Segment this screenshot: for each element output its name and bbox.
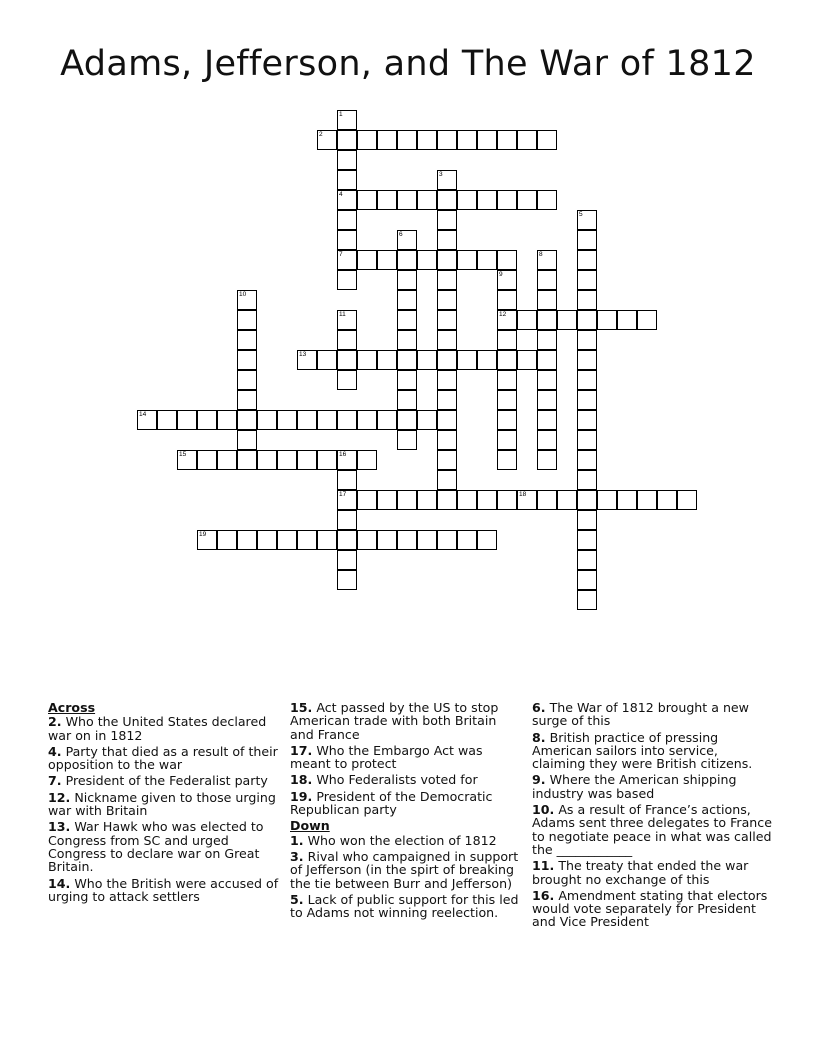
grid-cell[interactable] [577,270,597,290]
grid-cell[interactable] [377,350,397,370]
grid-cell[interactable] [237,430,257,450]
clue [48,791,280,818]
grid-cell[interactable] [417,530,437,550]
clue-text: Party that died as a result of their opposition to the war [48,743,278,773]
grid-cell[interactable] [437,230,457,250]
grid-cell[interactable] [437,190,457,210]
clue-text: Who the British were accused of urging to attack settlers [48,875,279,904]
grid-cell[interactable] [437,250,457,270]
grid-cell[interactable] [417,250,437,270]
clue [532,773,772,800]
grid-cell[interactable] [557,310,577,330]
grid-cell[interactable] [497,450,517,470]
grid-cell[interactable] [437,350,457,370]
grid-cell[interactable] [337,530,357,550]
clue [532,859,772,886]
grid-cell[interactable] [577,410,597,430]
grid-cell[interactable] [397,130,417,150]
grid-cell[interactable] [297,410,317,430]
clue-text: Rival who campaigned in support of Jefferson (in the spirt of breaking the tie between Burr and Jefferson) [290,848,519,891]
clue [290,850,522,890]
clue-number: 14. [48,875,71,891]
grid-cell[interactable] [577,310,597,330]
clue [48,820,280,873]
cell-number: 4 [339,191,343,198]
down-header: Down [290,818,330,834]
grid-cell[interactable] [517,190,537,210]
grid-cell[interactable] [517,310,537,330]
grid-cell[interactable] [377,130,397,150]
cell-number: 19 [199,531,207,538]
clue-number: 16. [532,887,555,903]
clue-number: 5. [290,891,304,907]
clue-number: 13. [48,819,71,835]
clue-number: 6. [532,700,546,715]
grid-cell[interactable] [537,390,557,410]
grid-cell[interactable] [337,550,357,570]
grid-cell[interactable] [497,350,517,370]
cell-number: 9 [499,271,503,278]
grid-cell[interactable] [557,490,577,510]
grid-cell[interactable] [237,410,257,430]
clue-text: President of the Democratic Republican party [290,788,493,818]
clue-number: 18. [290,772,313,788]
grid-cell[interactable] [457,130,477,150]
clue-number: 1. [290,832,304,848]
grid-cell[interactable] [397,330,417,350]
clue-text: The treaty that ended the war brought no exchange of this [532,858,749,887]
grid-cell[interactable] [477,130,497,150]
grid-cell[interactable] [157,410,177,430]
grid-cell[interactable] [357,490,377,510]
grid-cell[interactable] [497,190,517,210]
grid-cell[interactable] [357,350,377,370]
grid-cell[interactable] [457,190,477,210]
grid-cell[interactable] [237,330,257,350]
grid-cell[interactable] [477,350,497,370]
grid-cell[interactable] [457,530,477,550]
grid-cell[interactable] [397,250,417,270]
grid-cell[interactable] [577,430,597,450]
grid-cell[interactable] [337,510,357,530]
grid-cell[interactable] [397,310,417,330]
clue-number: 7. [48,773,62,789]
grid-cell[interactable] [497,250,517,270]
grid-cell[interactable] [437,490,457,510]
grid-cell[interactable] [437,450,457,470]
clue-list-col2-down [290,834,522,920]
clue-number: 10. [532,802,555,818]
clue [290,790,522,817]
grid-cell[interactable] [437,310,457,330]
grid-cell[interactable] [417,130,437,150]
grid-cell[interactable] [397,390,417,410]
clue-text: Who the United States declared war on in 1812 [48,714,267,743]
grid-cell[interactable] [337,410,357,430]
grid-cell[interactable] [337,170,357,190]
grid-cell[interactable] [237,370,257,390]
cell-number: 14 [139,411,147,418]
grid-cell[interactable] [617,490,637,510]
grid-cell[interactable] [217,450,237,470]
grid-cell[interactable] [577,450,597,470]
page-title: Adams, Jefferson, and The War of 1812 [60,44,756,84]
grid-cell[interactable] [537,430,557,450]
grid-cell[interactable] [377,410,397,430]
grid-cell[interactable] [517,350,537,370]
grid-cell[interactable] [237,310,257,330]
grid-cell[interactable] [437,210,457,230]
grid-cell[interactable] [497,130,517,150]
clue-number: 19. [290,788,313,804]
clue-number: 9. [532,772,546,788]
grid-cell[interactable] [537,270,557,290]
grid-cell[interactable] [257,450,277,470]
cell-number: 6 [399,231,403,238]
clue-number: 12. [48,789,71,805]
grid-cell[interactable] [197,410,217,430]
grid-cell[interactable] [577,230,597,250]
clue-text: British practice of pressing American sailors into service, claiming they were British citizens. [532,729,753,772]
clues-column-3 [532,701,772,932]
grid-cell[interactable] [397,290,417,310]
clue-text: Who the Embargo Act was meant to protect [290,742,483,772]
grid-cell[interactable] [337,350,357,370]
clue-number: 2. [48,714,62,730]
grid-cell[interactable] [417,410,437,430]
grid-cell[interactable] [377,250,397,270]
grid-cell[interactable] [497,290,517,310]
grid-cell[interactable] [577,510,597,530]
grid-cell[interactable] [257,530,277,550]
clue-text: Act passed by the US to stop American trade with both Britain and France [290,700,499,742]
grid-cell[interactable] [377,190,397,210]
grid-cell[interactable] [677,490,697,510]
cell-number: 12 [499,311,507,318]
grid-cell[interactable] [637,490,657,510]
clue-text: As a result of France’s actions, Adams sent three delegates to France to negotiate peace in what was called the ____________ [532,802,772,857]
cell-number: 18 [519,491,527,498]
grid-cell[interactable] [337,330,357,350]
clue [532,701,772,728]
grid-cell[interactable] [577,330,597,350]
clue-text: President of the Federalist party [61,773,268,789]
grid-cell[interactable] [317,530,337,550]
cell-number: 10 [239,291,247,298]
cell-number: 16 [339,451,347,458]
grid-cell[interactable] [337,570,357,590]
grid-cell[interactable] [577,350,597,370]
grid-cell[interactable] [237,350,257,370]
grid-cell[interactable] [337,470,357,490]
grid-cell[interactable] [517,130,537,150]
grid-cell[interactable] [537,410,557,430]
grid-cell[interactable] [577,490,597,510]
grid-cell[interactable] [437,130,457,150]
grid-cell[interactable] [357,190,377,210]
clue [532,803,772,856]
clue [290,773,522,786]
grid-cell[interactable] [357,530,377,550]
grid-cell[interactable] [197,450,217,470]
grid-cell[interactable] [357,450,377,470]
grid-cell[interactable] [537,130,557,150]
grid-cell[interactable] [637,310,657,330]
grid-cell[interactable] [397,370,417,390]
clue [290,744,522,771]
grid-cell[interactable] [457,250,477,270]
grid-cell[interactable] [377,490,397,510]
grid-cell[interactable] [397,350,417,370]
grid-cell[interactable] [617,310,637,330]
grid-cell[interactable] [417,490,437,510]
grid-cell[interactable] [337,370,357,390]
grid-cell[interactable] [337,230,357,250]
grid-cell[interactable] [337,130,357,150]
grid-cell[interactable] [577,290,597,310]
grid-cell[interactable] [237,530,257,550]
grid-cell[interactable] [437,270,457,290]
grid-cell[interactable] [437,290,457,310]
grid-cell[interactable] [497,390,517,410]
clue-text: Nickname given to those urging war with Britain [48,789,276,819]
clue-number: 4. [48,743,62,759]
grid-cell[interactable] [577,570,597,590]
clue-list-col1 [48,715,280,903]
grid-cell[interactable] [437,330,457,350]
grid-cell[interactable] [397,490,417,510]
grid-cell[interactable] [437,370,457,390]
grid-cell[interactable] [537,190,557,210]
grid-cell[interactable] [537,490,557,510]
grid-cell[interactable] [437,430,457,450]
grid-cell[interactable] [337,270,357,290]
clue [532,889,772,929]
grid-cell[interactable] [657,490,677,510]
grid-cell[interactable] [497,370,517,390]
grid-cell[interactable] [577,550,597,570]
clues-column-1 [48,701,280,906]
grid-cell[interactable] [457,490,477,510]
clue [48,774,280,787]
grid-cell[interactable] [297,450,317,470]
grid-cell[interactable] [537,450,557,470]
grid-cell[interactable] [537,370,557,390]
grid-cell[interactable] [397,430,417,450]
grid-cell[interactable] [537,350,557,370]
grid-cell[interactable] [437,470,457,490]
grid-cell[interactable] [597,310,617,330]
cell-number: 8 [539,251,543,258]
clue-text: Where the American shipping industry was based [532,772,737,801]
grid-cell[interactable] [457,350,477,370]
grid-cell[interactable] [597,490,617,510]
clue-text: War Hawk who was elected to Congress from SC and urged Congress to declare war on Great Britain. [48,819,264,875]
cell-number: 17 [339,491,347,498]
grid-cell[interactable] [397,270,417,290]
grid-cell[interactable] [217,530,237,550]
cell-number: 13 [299,351,307,358]
across-header: Across [48,700,96,715]
grid-cell[interactable] [277,530,297,550]
cell-number: 2 [319,131,323,138]
clue-text: Amendment stating that electors would vote separately for President and Vice President [532,887,768,930]
clue [48,745,280,772]
cell-number: 5 [579,211,583,218]
grid-cell[interactable] [337,210,357,230]
grid-cell[interactable] [377,530,397,550]
clue-text: Who Federalists voted for [312,772,478,788]
grid-cell[interactable] [497,430,517,450]
cell-number: 11 [339,311,346,318]
grid-cell[interactable] [537,330,557,350]
clue [290,701,522,741]
grid-cell[interactable] [277,450,297,470]
grid-cell[interactable] [577,470,597,490]
clue [532,731,772,771]
grid-cell[interactable] [477,490,497,510]
grid-cell[interactable] [437,390,457,410]
grid-cell[interactable] [297,530,317,550]
grid-cell[interactable] [477,530,497,550]
clue-text: The War of 1812 brought a new surge of this [532,700,749,729]
grid-cell[interactable] [477,250,497,270]
clue-number: 15. [290,700,313,715]
grid-cell[interactable] [237,450,257,470]
grid-cell[interactable] [177,410,197,430]
grid-cell[interactable] [437,410,457,430]
grid-cell[interactable] [497,410,517,430]
clue-number: 17. [290,742,313,758]
clue-list-col2-across [290,701,522,816]
grid-cell[interactable] [397,410,417,430]
cell-number: 1 [339,111,343,118]
grid-cell[interactable] [577,590,597,610]
grid-cell[interactable] [497,490,517,510]
grid-cell[interactable] [417,190,437,210]
grid-cell[interactable] [257,410,277,430]
grid-cell[interactable] [577,530,597,550]
grid-cell[interactable] [577,250,597,270]
clue [290,834,522,847]
grid-cell[interactable] [477,190,497,210]
grid-cell[interactable] [577,390,597,410]
clue [48,715,280,742]
grid-cell[interactable] [497,330,517,350]
clue-text: Lack of public support for this led to Adams not winning reelection. [290,891,519,921]
grid-cell[interactable] [357,130,377,150]
clue-number: 11. [532,858,555,874]
grid-cell[interactable] [317,350,337,370]
grid-cell[interactable] [397,530,417,550]
grid-cell[interactable] [317,450,337,470]
grid-cell[interactable] [537,310,557,330]
grid-cell[interactable] [577,370,597,390]
clue-number: 8. [532,729,546,745]
grid-cell[interactable] [317,410,337,430]
grid-cell[interactable] [437,530,457,550]
clue [48,877,280,904]
cell-number: 15 [179,451,187,458]
clue-text: Who won the election of 1812 [303,832,497,848]
grid-cell[interactable] [217,410,237,430]
clue [290,893,522,920]
clue-list-col3 [532,701,772,929]
grid-cell[interactable] [237,390,257,410]
clues-column-2 [290,701,522,922]
grid-cell[interactable] [397,190,417,210]
grid-cell[interactable] [277,410,297,430]
grid-cell[interactable] [357,250,377,270]
cell-number: 7 [339,251,343,258]
grid-cell[interactable] [417,350,437,370]
grid-cell[interactable] [357,410,377,430]
grid-cell[interactable] [537,290,557,310]
grid-cell[interactable] [337,150,357,170]
cell-number: 3 [439,171,443,178]
clue-number: 3. [290,848,304,864]
